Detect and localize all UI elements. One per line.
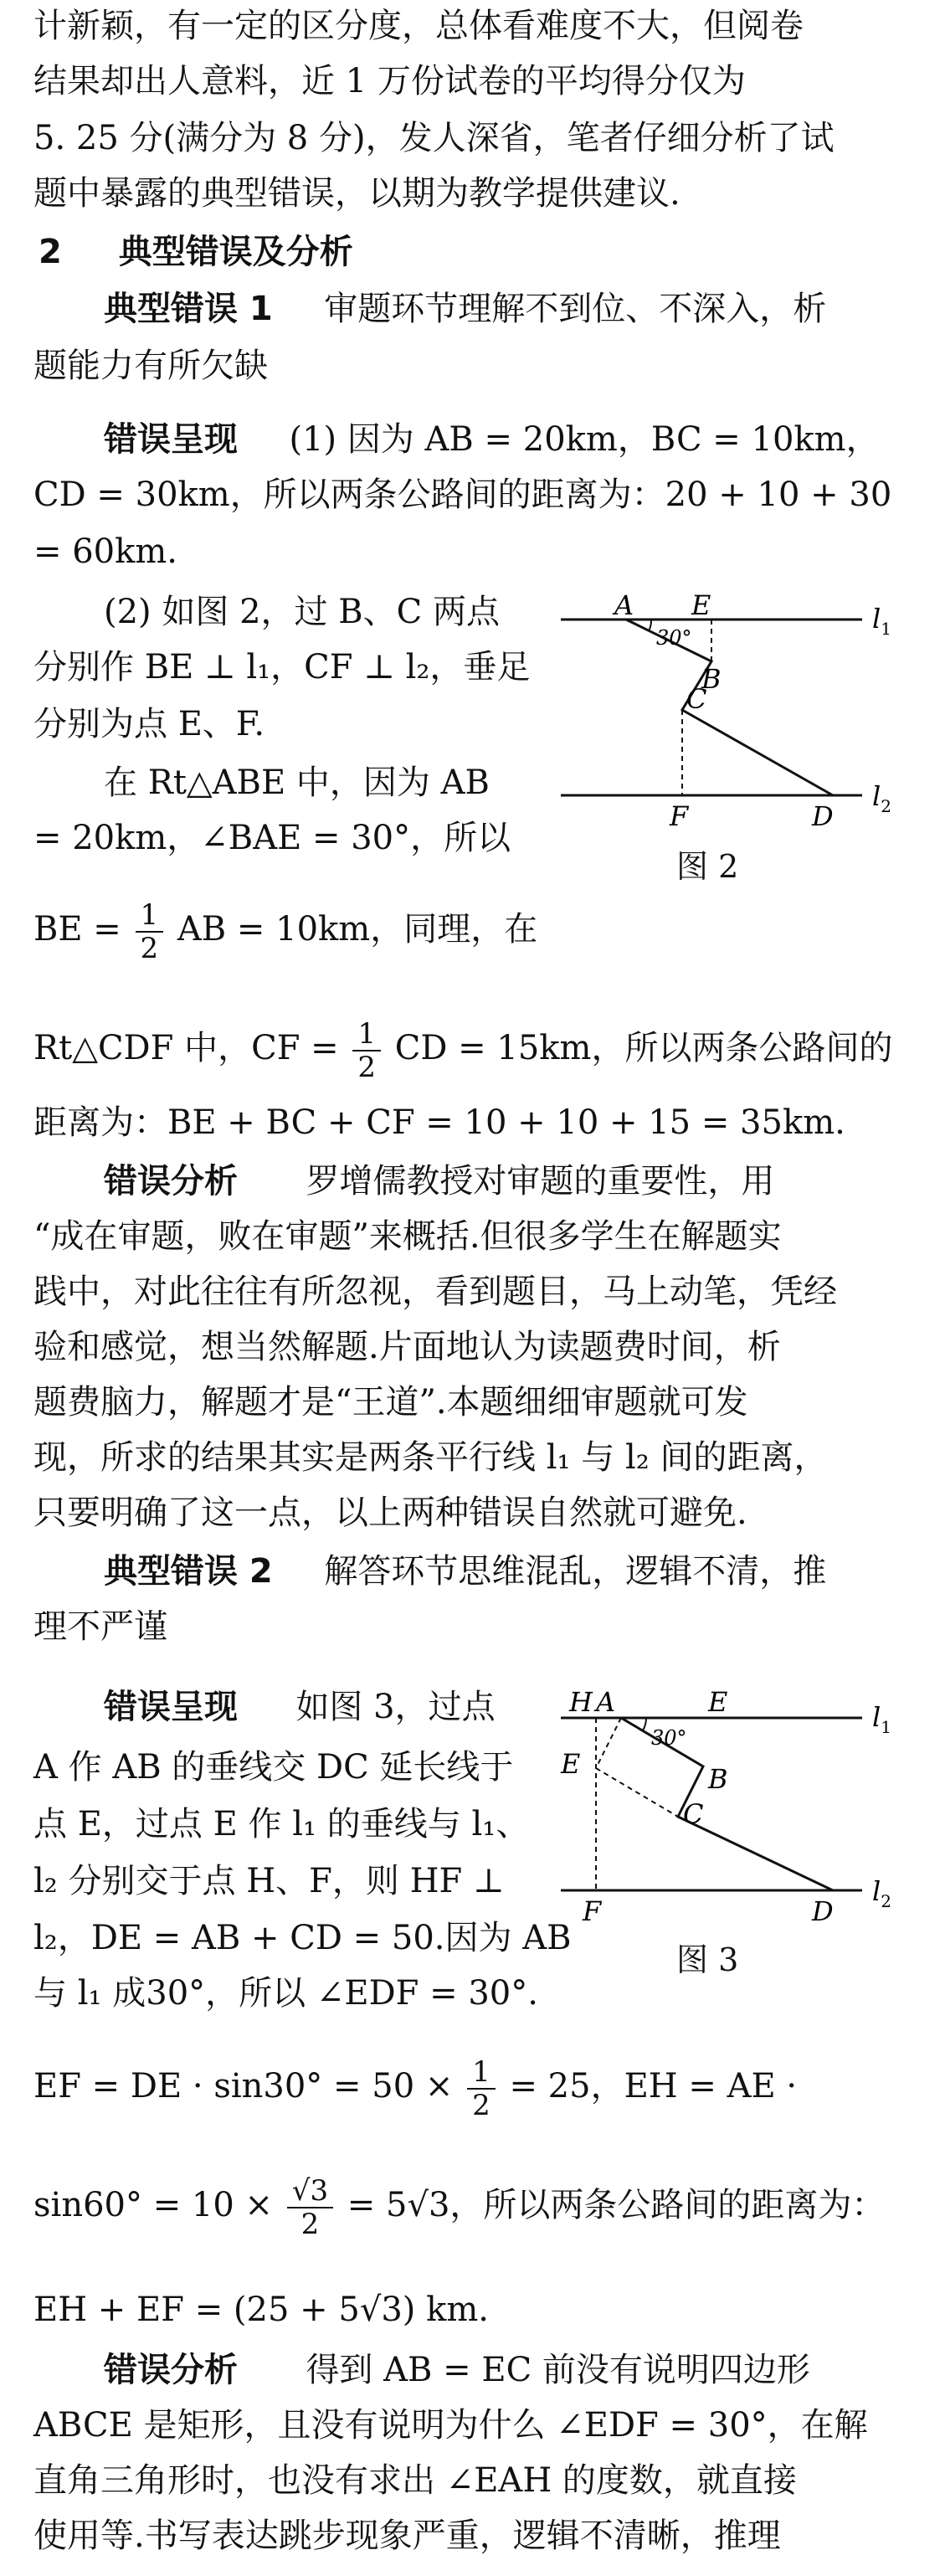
error1-present-l2: CD = 30km，所以两条公路间的距离为：20 + 10 + 30	[33, 476, 892, 514]
error2-eq2	[33, 2175, 885, 2240]
error2-analysis-l1: 得到 AB = EC 前没有说明四边形	[306, 2351, 810, 2389]
error1-heading-cont: 题能力有所欠缺	[33, 347, 268, 385]
label-l2	[872, 780, 891, 816]
error2-present-label: 错误呈现	[104, 1688, 238, 1726]
label-D: D	[812, 1895, 834, 1926]
cf-eq-end: CD = 15km，所以两条公路间的	[394, 1029, 893, 1067]
angle-arc	[643, 1718, 646, 1730]
angle-arc	[649, 620, 651, 631]
perp-ae	[596, 1718, 621, 1768]
error1-analysis-l3: 践中，对此往往有所忽视，看到题目，马上动笔，凭经	[33, 1273, 837, 1311]
error1-analysis-l5: 题费脑力，解题才是“王道”.本题细细审题就可发	[33, 1383, 748, 1422]
fraction-den: 2	[357, 1051, 377, 1084]
fraction-half-1	[136, 899, 164, 964]
error1-p2-l3: 分别为点 E、F.	[33, 705, 265, 743]
error2-present-l2: A 作 AB 的垂线交 DC 延长线于	[33, 1748, 514, 1787]
error1-p2-l8: 距离为：BE + BC + CF = 10 + 10 + 15 = 35km.	[33, 1103, 845, 1142]
label-H: H	[569, 1686, 593, 1718]
label-E-left: E	[561, 1748, 581, 1780]
seg-ec	[596, 1768, 678, 1817]
error1-present-l3: = 60km.	[33, 532, 178, 571]
intro-line-1: 计新颖，有一定的区分度，总体看难度不大，但阅卷	[33, 7, 804, 45]
error1-heading-text: 审题环节理解不到位、不深入，析	[324, 290, 827, 328]
figure-3-caption: 图 3	[676, 1941, 739, 1978]
label-C: C	[683, 1798, 704, 1830]
error2-present-l6: 与 l₁ 成30°，所以 ∠EDF = 30°.	[33, 1974, 538, 2013]
error2-eq3: EH + EF = (25 + 5√3) km.	[33, 2291, 489, 2329]
label-A: A	[614, 589, 634, 621]
error2-analysis-label: 错误分析	[104, 2351, 238, 2389]
be-eq-start: BE =	[33, 910, 121, 949]
l1-subscript: 1	[881, 619, 891, 639]
error2-analysis	[104, 2349, 810, 2391]
error1-analysis-label: 错误分析	[104, 1162, 238, 1201]
error1-analysis-l6: 现，所求的结果其实是两条平行线 l₁ 与 l₂ 间的距离，	[33, 1438, 828, 1477]
error2-eq1	[33, 2056, 797, 2121]
label-B: B	[708, 1763, 728, 1795]
error1-present-label: 错误呈现	[104, 420, 238, 459]
eq2-start: sin60° = 10 ×	[33, 2186, 274, 2224]
error1-p2-l1: (2) 如图 2，过 B、C 两点	[104, 593, 500, 631]
error1-heading-label: 典型错误 1	[104, 290, 273, 328]
l2-letter: l	[872, 780, 881, 812]
error1-analysis-l4: 验和感觉，想当然解题.片面地认为读题费时间，析	[33, 1328, 781, 1366]
label-A: A	[596, 1686, 616, 1718]
cf-eq-start: Rt△CDF 中，CF =	[33, 1029, 339, 1067]
error2-heading-text: 解答环节思维混乱，逻辑不清，推	[324, 1552, 827, 1591]
error1-p2-l4: 在 Rt△ABE 中，因为 AB	[104, 764, 490, 802]
error1-analysis	[104, 1160, 774, 1202]
section-title: 典型错误及分析	[118, 233, 353, 271]
label-D: D	[812, 800, 834, 829]
error2-heading	[104, 1550, 826, 1592]
error1-analysis-l7: 只要明确了这一点，以上两种错误自然就可避免.	[33, 1494, 747, 1532]
eq2-end: = 5√3，所以两条公路间的距离为：	[347, 2186, 886, 2224]
intro-line-4: 题中暴露的典型错误，以期为教学提供建议.	[33, 174, 681, 213]
eq1-end: = 25，EH = AE ·	[509, 2067, 798, 2106]
label-F: F	[670, 800, 689, 829]
fraction-num: 1	[467, 2056, 496, 2090]
error1-p2-l6	[33, 899, 537, 964]
fraction-num: 1	[136, 899, 164, 933]
be-eq-end: AB = 10km，同理，在	[177, 910, 538, 949]
error2-analysis-l3: 直角三角形时，也没有求出 ∠EAH 的度数，就直接	[33, 2461, 797, 2500]
error2-present-l5: l₂，DE = AB + CD = 50.因为 AB	[33, 1919, 572, 1957]
intro-line-3: 5. 25 分(满分为 8 分)，发人深省，笔者仔细分析了试	[33, 119, 835, 157]
l1-letter: l	[872, 1701, 881, 1733]
label-l1	[872, 1701, 891, 1737]
fraction-sqrt3-half	[287, 2175, 333, 2240]
l1-subscript: 1	[881, 1717, 891, 1737]
fraction-num: √3	[287, 2175, 333, 2208]
figure-2	[544, 586, 912, 829]
label-angle: 30°	[656, 626, 692, 650]
error2-present-l4: l₂ 分别交于点 H、F，则 HF ⊥	[33, 1862, 505, 1900]
section-number: 2	[39, 233, 62, 271]
fraction-num: 1	[352, 1018, 381, 1051]
l1-letter: l	[872, 603, 881, 635]
l2-subscript: 2	[881, 796, 891, 816]
error2-analysis-l4: 使用等.书写表达跳步现象严重，逻辑不清晰，推理	[33, 2517, 781, 2555]
l2-letter: l	[872, 1875, 881, 1907]
label-C: C	[686, 683, 707, 715]
error2-analysis-l2: ABCE 是矩形，且没有说明为什么 ∠EDF = 30°，在解	[33, 2406, 868, 2445]
error1-p2-l7	[33, 1018, 892, 1083]
error2-heading-cont: 理不严谨	[33, 1607, 167, 1646]
label-angle: 30°	[651, 1726, 687, 1750]
error1-p2-l5: = 20km，∠BAE = 30°，所以	[33, 819, 511, 857]
error1-present	[104, 419, 880, 460]
fraction-den: 2	[472, 2089, 490, 2122]
fraction-den: 2	[300, 2208, 320, 2241]
l2-subscript: 2	[881, 1891, 891, 1911]
error1-analysis-l1: 罗增儒教授对审题的重要性，用	[306, 1162, 775, 1201]
label-l1	[872, 603, 891, 639]
error1-present-l1: (1) 因为 AB = 20km，BC = 10km，	[289, 420, 880, 459]
fraction-half-3	[467, 2056, 496, 2121]
figure-2-caption: 图 2	[676, 848, 739, 885]
eq1-start: EF = DE · sin30° = 50 ×	[33, 2067, 454, 2106]
label-l2	[872, 1875, 891, 1911]
error2-present	[104, 1686, 496, 1728]
intro-line-2: 结果却出人意料，近 1 万份试卷的平均得分仅为	[33, 62, 746, 100]
label-F: F	[583, 1895, 602, 1926]
fraction-den: 2	[140, 932, 159, 965]
fraction-half-2	[352, 1018, 381, 1083]
label-E-top: E	[708, 1686, 728, 1718]
section-heading	[39, 231, 353, 273]
error1-p2-l2: 分别作 BE ⊥ l₁，CF ⊥ l₂，垂足	[33, 648, 531, 686]
error2-present-l1: 如图 3，过点	[295, 1688, 496, 1726]
label-B: B	[701, 663, 722, 695]
error2-heading-label: 典型错误 2	[104, 1552, 273, 1591]
label-E: E	[691, 589, 711, 621]
error2-present-l3: 点 E，过点 E 作 l₁ 的垂线与 l₁、	[33, 1805, 530, 1843]
error1-heading	[104, 288, 826, 330]
figure-3	[544, 1683, 912, 1926]
error1-analysis-l2: “成在审题，败在审题”来概括.但很多学生在解题实	[33, 1217, 782, 1256]
